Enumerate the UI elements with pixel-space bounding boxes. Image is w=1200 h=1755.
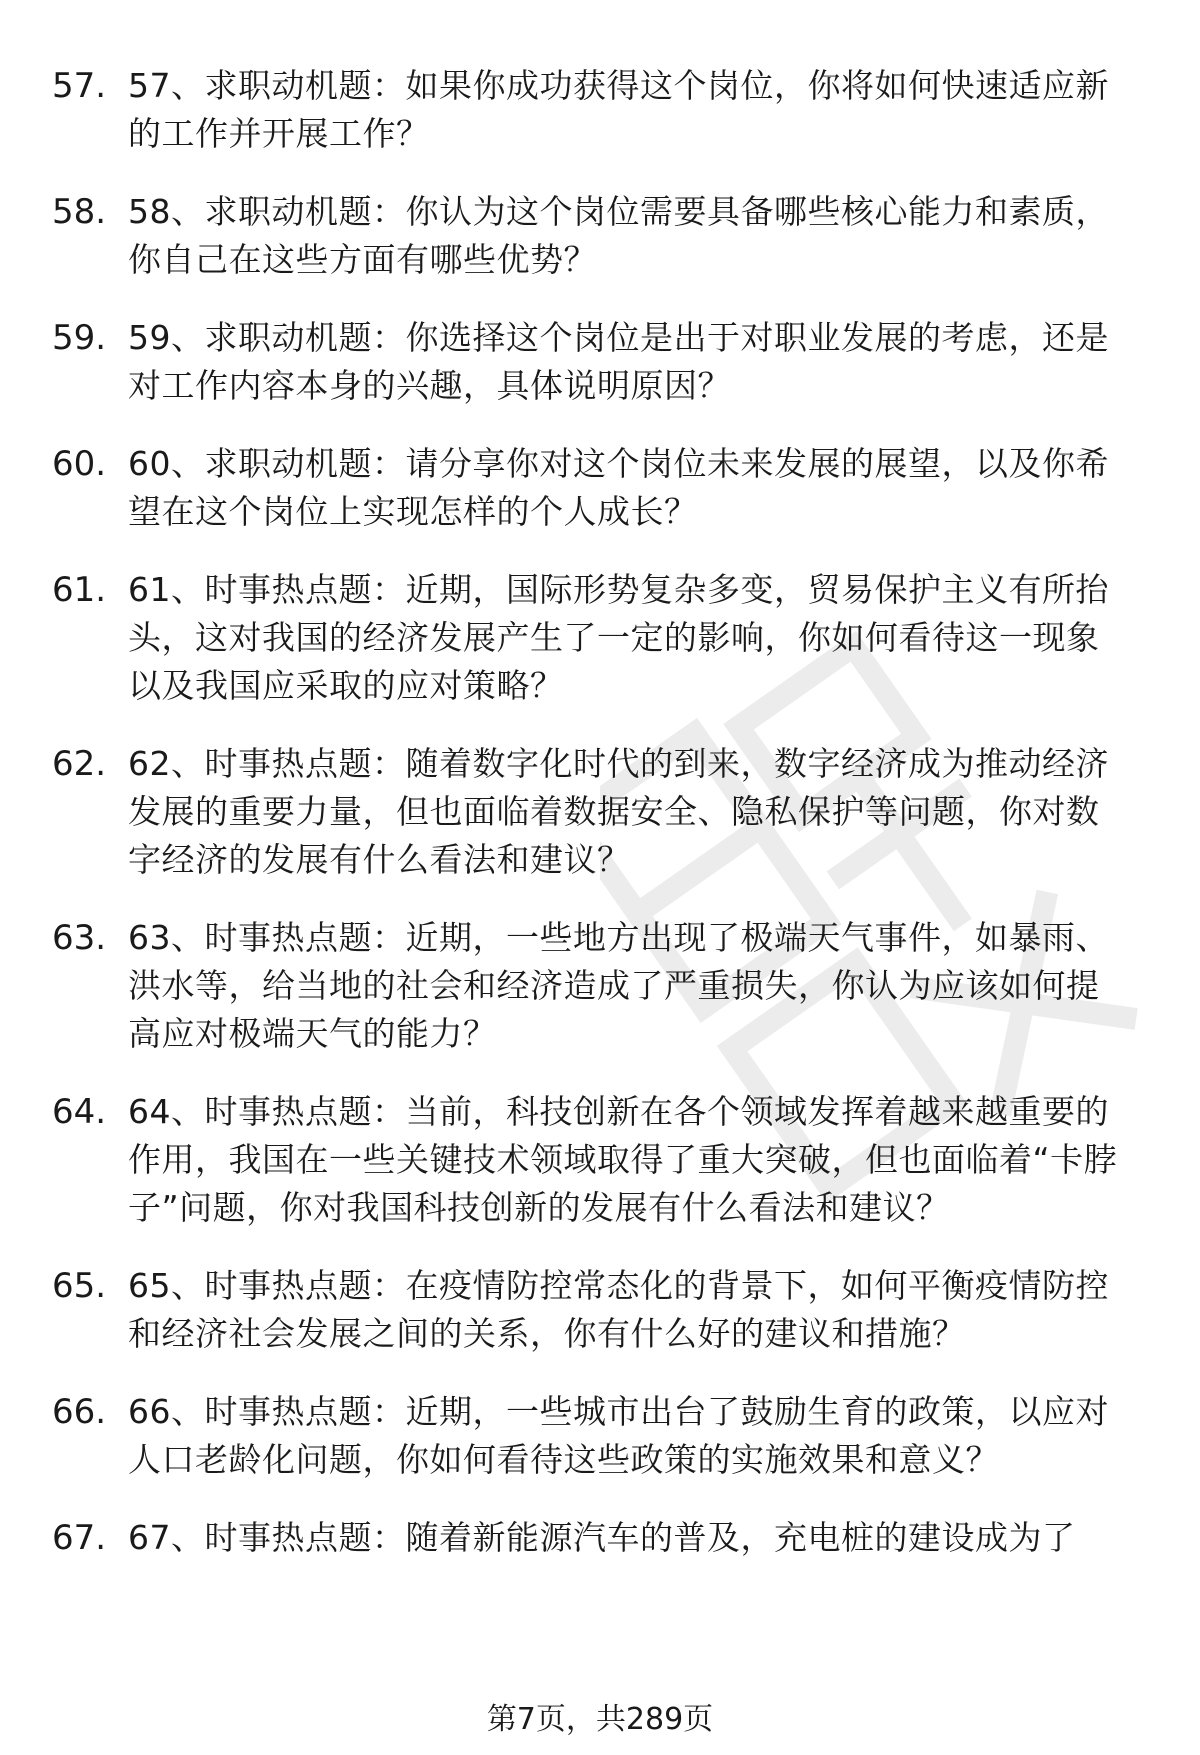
list-item	[52, 1262, 1152, 1358]
list-item-number: 66.	[52, 1392, 107, 1432]
list-item	[52, 440, 1152, 536]
list-item-number: 67.	[52, 1518, 107, 1558]
list-item	[52, 188, 1152, 284]
list-item-text: 62、时事热点题：随着数字化时代的到来，数字经济成为推动经济发展的重要力量，但也面临着数据安全、隐私保护等问题，你对数字经济的发展有什么看法和建议？	[128, 744, 1109, 879]
list-item-number: 62.	[52, 744, 107, 784]
list-item-number: 58.	[52, 192, 107, 232]
list-item	[52, 62, 1152, 158]
list-item	[52, 566, 1152, 710]
list-item	[52, 314, 1152, 410]
list-item-text: 60、求职动机题：请分享你对这个岗位未来发展的展望，以及你希望在这个岗位上实现怎样的个人成长？	[128, 444, 1109, 531]
list-item-number: 57.	[52, 66, 107, 106]
list-item-text: 61、时事热点题：近期，国际形势复杂多变，贸易保护主义有所抬头，这对我国的经济发展产生了一定的影响，你如何看待这一现象以及我国应采取的应对策略？	[128, 570, 1109, 705]
list-item-number: 64.	[52, 1092, 107, 1132]
list-item	[52, 914, 1152, 1058]
list-item	[52, 740, 1152, 884]
list-item-number: 65.	[52, 1266, 107, 1306]
list-item	[52, 1388, 1152, 1484]
list-item-text: 66、时事热点题：近期，一些城市出台了鼓励生育的政策，以应对人口老龄化问题，你如何看待这些政策的实施效果和意义？	[128, 1392, 1109, 1479]
list-item-number: 59.	[52, 318, 107, 358]
list-item-text: 59、求职动机题：你选择这个岗位是出于对职业发展的考虑，还是对工作内容本身的兴趣，具体说明原因？	[128, 318, 1109, 405]
list-item-text: 64、时事热点题：当前，科技创新在各个领域发挥着越来越重要的作用，我国在一些关键技术领域取得了重大突破，但也面临着“卡脖子”问题，你对我国科技创新的发展有什么看法和建议？	[128, 1092, 1118, 1227]
page-footer: 第7页，共289页	[486, 1702, 714, 1737]
list-item-text: 57、求职动机题：如果你成功获得这个岗位，你将如何快速适应新的工作并开展工作？	[128, 66, 1109, 153]
list-item-text: 67、时事热点题：随着新能源汽车的普及，充电桩的建设成为了	[128, 1518, 1076, 1557]
list-item-text: 63、时事热点题：近期，一些地方出现了极端天气事件，如暴雨、洪水等，给当地的社会和经济造成了严重损失，你认为应该如何提高应对极端天气的能力？	[128, 918, 1109, 1053]
list-item	[52, 1514, 1152, 1562]
list-item-number: 61.	[52, 570, 107, 610]
list-item-number: 60.	[52, 444, 107, 484]
list-item-text: 65、时事热点题：在疫情防控常态化的背景下，如何平衡疫情防控和经济社会发展之间的关系，你有什么好的建议和措施？	[128, 1266, 1109, 1353]
question-list	[52, 62, 1152, 1592]
list-item-text: 58、求职动机题：你认为这个岗位需要具备哪些核心能力和素质，你自己在这些方面有哪些优势？	[128, 192, 1109, 279]
list-item-number: 63.	[52, 918, 107, 958]
list-item	[52, 1088, 1152, 1232]
